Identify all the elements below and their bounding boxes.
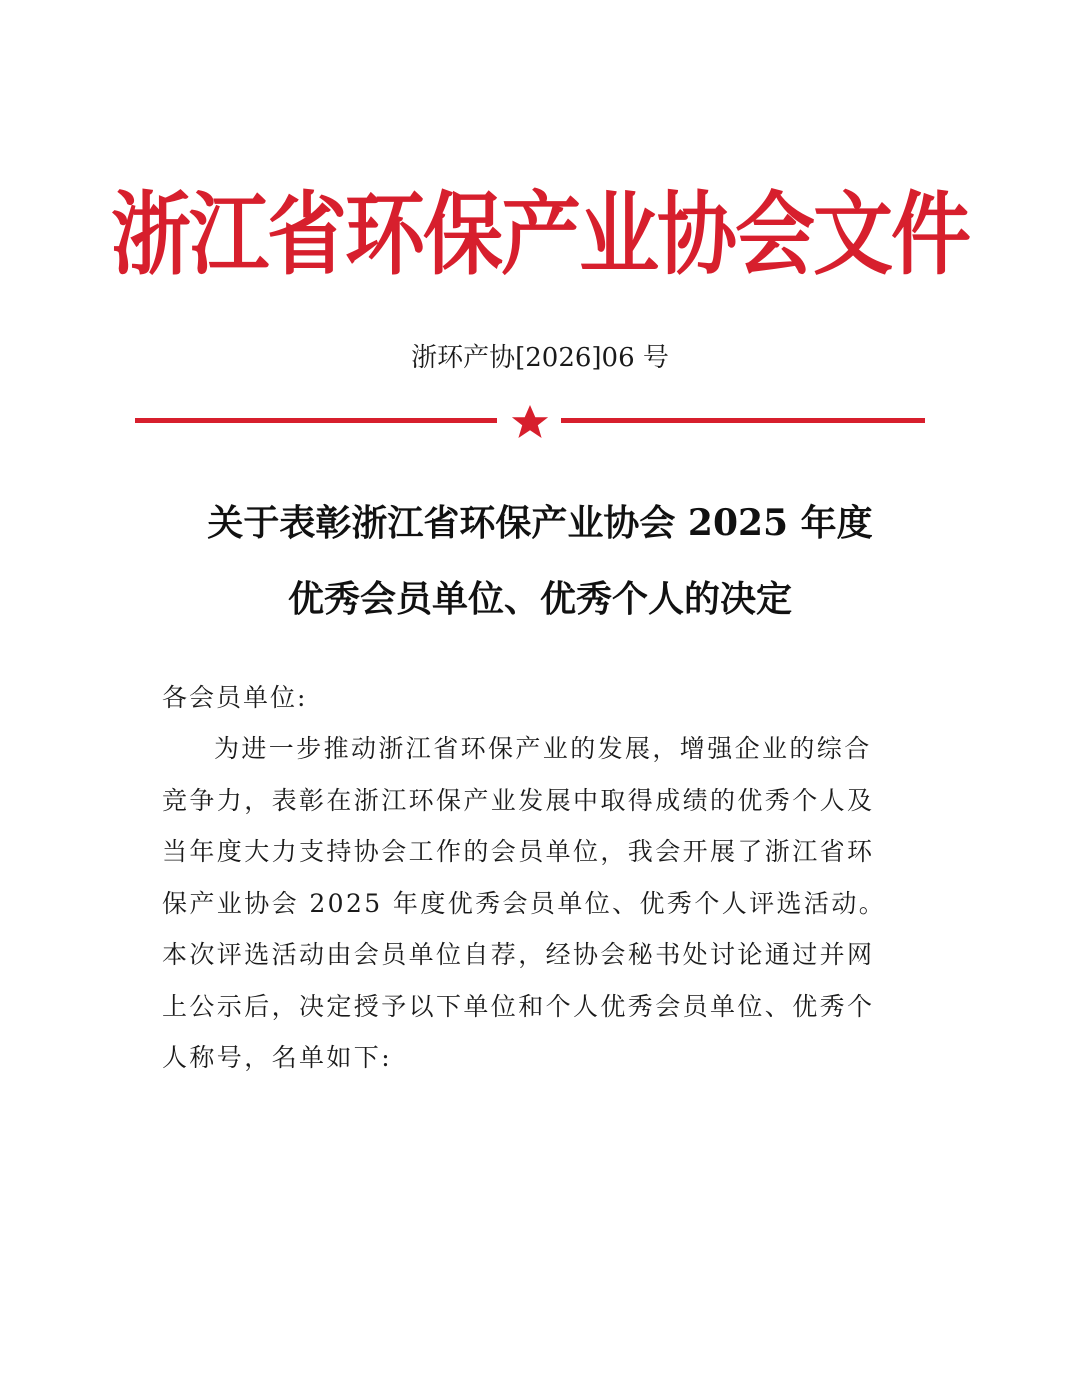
- body-paragraph-line: 当年度大力支持协会工作的会员单位，我会开展了浙江省环: [162, 837, 875, 866]
- body-paragraph-line: 为进一步推动浙江省环保产业的发展，增强企业的综合: [214, 734, 872, 763]
- star-icon: [512, 405, 548, 438]
- divider-line-left: [135, 418, 497, 423]
- body-paragraph-line: 保产业协会 2025 年度优秀会员单位、优秀个人评选活动。: [162, 889, 887, 918]
- salutation: 各会员单位:: [162, 683, 308, 712]
- document-number: 浙环产协[2026]06 号: [411, 343, 669, 373]
- body-paragraph-line: 人称号，名单如下:: [162, 1043, 393, 1072]
- header-divider: [135, 405, 925, 445]
- divider-line-right: [561, 418, 925, 423]
- decision-title-line-2: 优秀会员单位、优秀个人的决定: [287, 578, 792, 620]
- decision-title-line-1: 关于表彰浙江省环保产业协会 2025 年度: [207, 502, 873, 544]
- body-paragraph-line: 本次评选活动由会员单位自荐，经协会秘书处讨论通过并网: [162, 940, 875, 969]
- body-paragraph-line: 上公示后，决定授予以下单位和个人优秀会员单位、优秀个: [162, 992, 875, 1021]
- org-file-header: 浙江省环保产业协会文件: [111, 181, 969, 287]
- body-paragraph-line: 竞争力，表彰在浙江环保产业发展中取得成绩的优秀个人及: [162, 786, 875, 815]
